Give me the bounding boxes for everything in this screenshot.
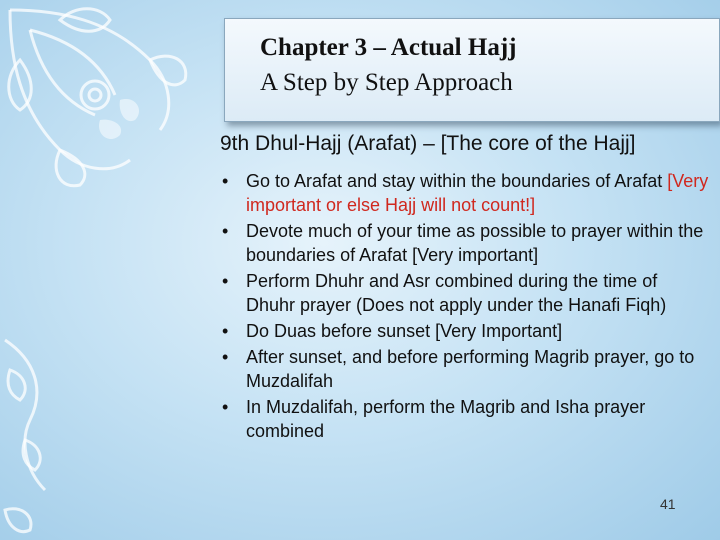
slide-title: Chapter 3 – Actual Hajj	[260, 34, 517, 61]
bullet-highlight: [Very important or else Hajj will not count!]	[246, 171, 709, 215]
bullet-text: Go to Arafat and stay within the boundaries of Arafat	[246, 171, 668, 191]
list-item	[220, 319, 710, 343]
bullet-icon: •	[222, 171, 229, 191]
list-item	[220, 395, 710, 443]
slide-subtitle: A Step by Step Approach	[260, 69, 513, 96]
corner-ornament-icon	[0, 0, 200, 240]
bullet-text: After sunset, and before performing Magrib prayer, go to Muzdalifah	[246, 347, 695, 391]
bullet-text: Perform Dhuhr and Asr combined during the time of Dhuhr prayer (Does not apply under the Hanafi Fiqh)	[246, 271, 667, 315]
title-box	[224, 18, 720, 122]
section-heading: 9th Dhul-Hajj (Arafat) – [The core of the Hajj]	[220, 132, 636, 155]
bullet-text: Devote much of your time as possible to prayer within the boundaries of Arafat [Very important]	[246, 221, 704, 265]
bullet-icon: •	[222, 347, 229, 367]
list-item	[220, 169, 710, 217]
side-ornament-icon	[0, 330, 60, 540]
page-number: 41	[660, 496, 676, 512]
list-item	[220, 269, 710, 317]
bullet-icon: •	[222, 221, 229, 241]
bullet-text: Do Duas before sunset [Very Important]	[246, 321, 563, 341]
list-item	[220, 345, 710, 393]
bullet-text: In Muzdalifah, perform the Magrib and Isha prayer combined	[246, 397, 646, 441]
bullet-icon: •	[222, 271, 229, 291]
bullet-icon: •	[222, 321, 229, 341]
bullet-list	[220, 169, 710, 443]
list-item	[220, 219, 710, 267]
slide-body	[220, 131, 710, 445]
bullet-icon: •	[222, 397, 229, 417]
